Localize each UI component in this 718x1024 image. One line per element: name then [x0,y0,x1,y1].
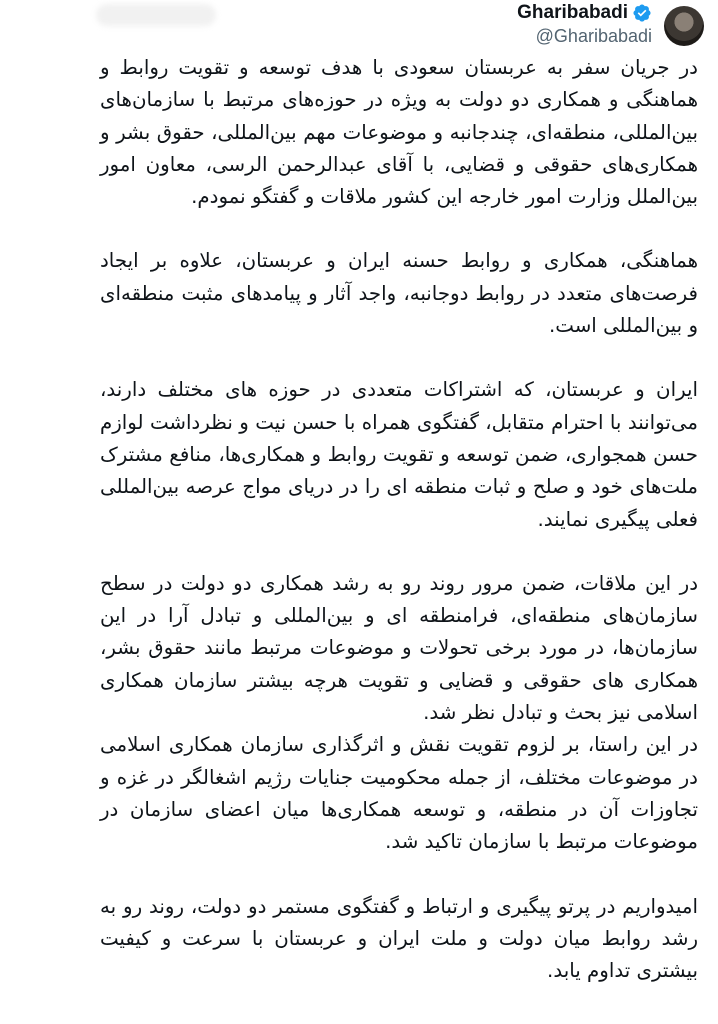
name-row [517,2,652,24]
avatar[interactable] [664,6,704,46]
author-info[interactable] [517,2,652,47]
user-handle[interactable]: @Gharibabadi [535,26,652,46]
tweet-paragraph-1: در جریان سفر به عربستان سعودی با هدف توسعه و تقویت روابط و هماهنگی و همکاری دو دولت به ویژه در حوزه‌های مرتبط با سازمان‌های بین‌المللی، منطقه‌ای، چندجانبه و موضوعات مهم بین‌المللی، حقوق بشر و همکاری‌های حقوقی و قضایی، با آقای عبدالرحمن الرسی، معاون امور بین‌الملل وزارت امور خارجه این کشور ملاقات و گفتگو نمودم. [93,56,698,209]
tweet-paragraph-5: امیدواریم در پرتو پیگیری و ارتباط و گفتگوی مستمر دو دولت، روند رو به رشد روابط میان دولت و ملت ایران و عربستان با سرعت و کیفیت بیشتری تداوم یابد. [93,894,698,983]
tweet-paragraph-2: هماهنگی، همکاری و روابط حسنه ایران و عربستان، علاوه بر ایجاد فرصت‌های متعدد در روابط دوجانبه، واجد آثار و پیامدهای مثبت منطقه‌ای و بین‌المللی است. [93,249,698,338]
verified-badge-icon [632,3,652,23]
faded-watermark [96,4,216,26]
tweet-text [93,52,699,987]
tweet-paragraph-4: در این ملاقات، ضمن مرور روند رو به رشد همکاری دو دولت در سطح سازمان‌های منطقه‌ای، فرامنطقه ای و بین‌المللی و تبادل آرا در این سازمان‌ها، در مورد برخی تحولات و موضوعات مرتبط مانند حقوق بشر، همکاری های حقوقی و قضایی و تقویت هرچه بیشتر سازمان همکاری اسلامی نیز بحث و تبادل نظر شد. در این راستا، بر لزوم تقویت نقش و اثرگذاری سازمان همکاری اسلامی در موضوعات مختلف، از جمله محکومیت جنایات رژیم اشغالگر در غزه و تجاوزات آن در منطقه، و توسعه همکاری‌ها میان اعضای سازمان در موضوعات مرتبط با سازمان تاکید شد. [100,571,699,854]
display-name[interactable]: Gharibabadi [517,2,628,23]
tweet-paragraph-3: ایران و عربستان، که اشتراکات متعددی در حوزه های مختلف دارند، می‌توانند با احترام متقابل، گفتگوی همراه با حسن نیت و نظرداشت لوازم حسن همجواری، ضمن توسعه و تقویت روابط و همکاری‌ها، منافع مشترک ملت‌های خود و صلح و ثبات منطقه ای را در دریای مواج عرصه بین‌المللی فعلی پیگیری نمایند. [93,378,699,531]
tweet-header [0,0,718,50]
